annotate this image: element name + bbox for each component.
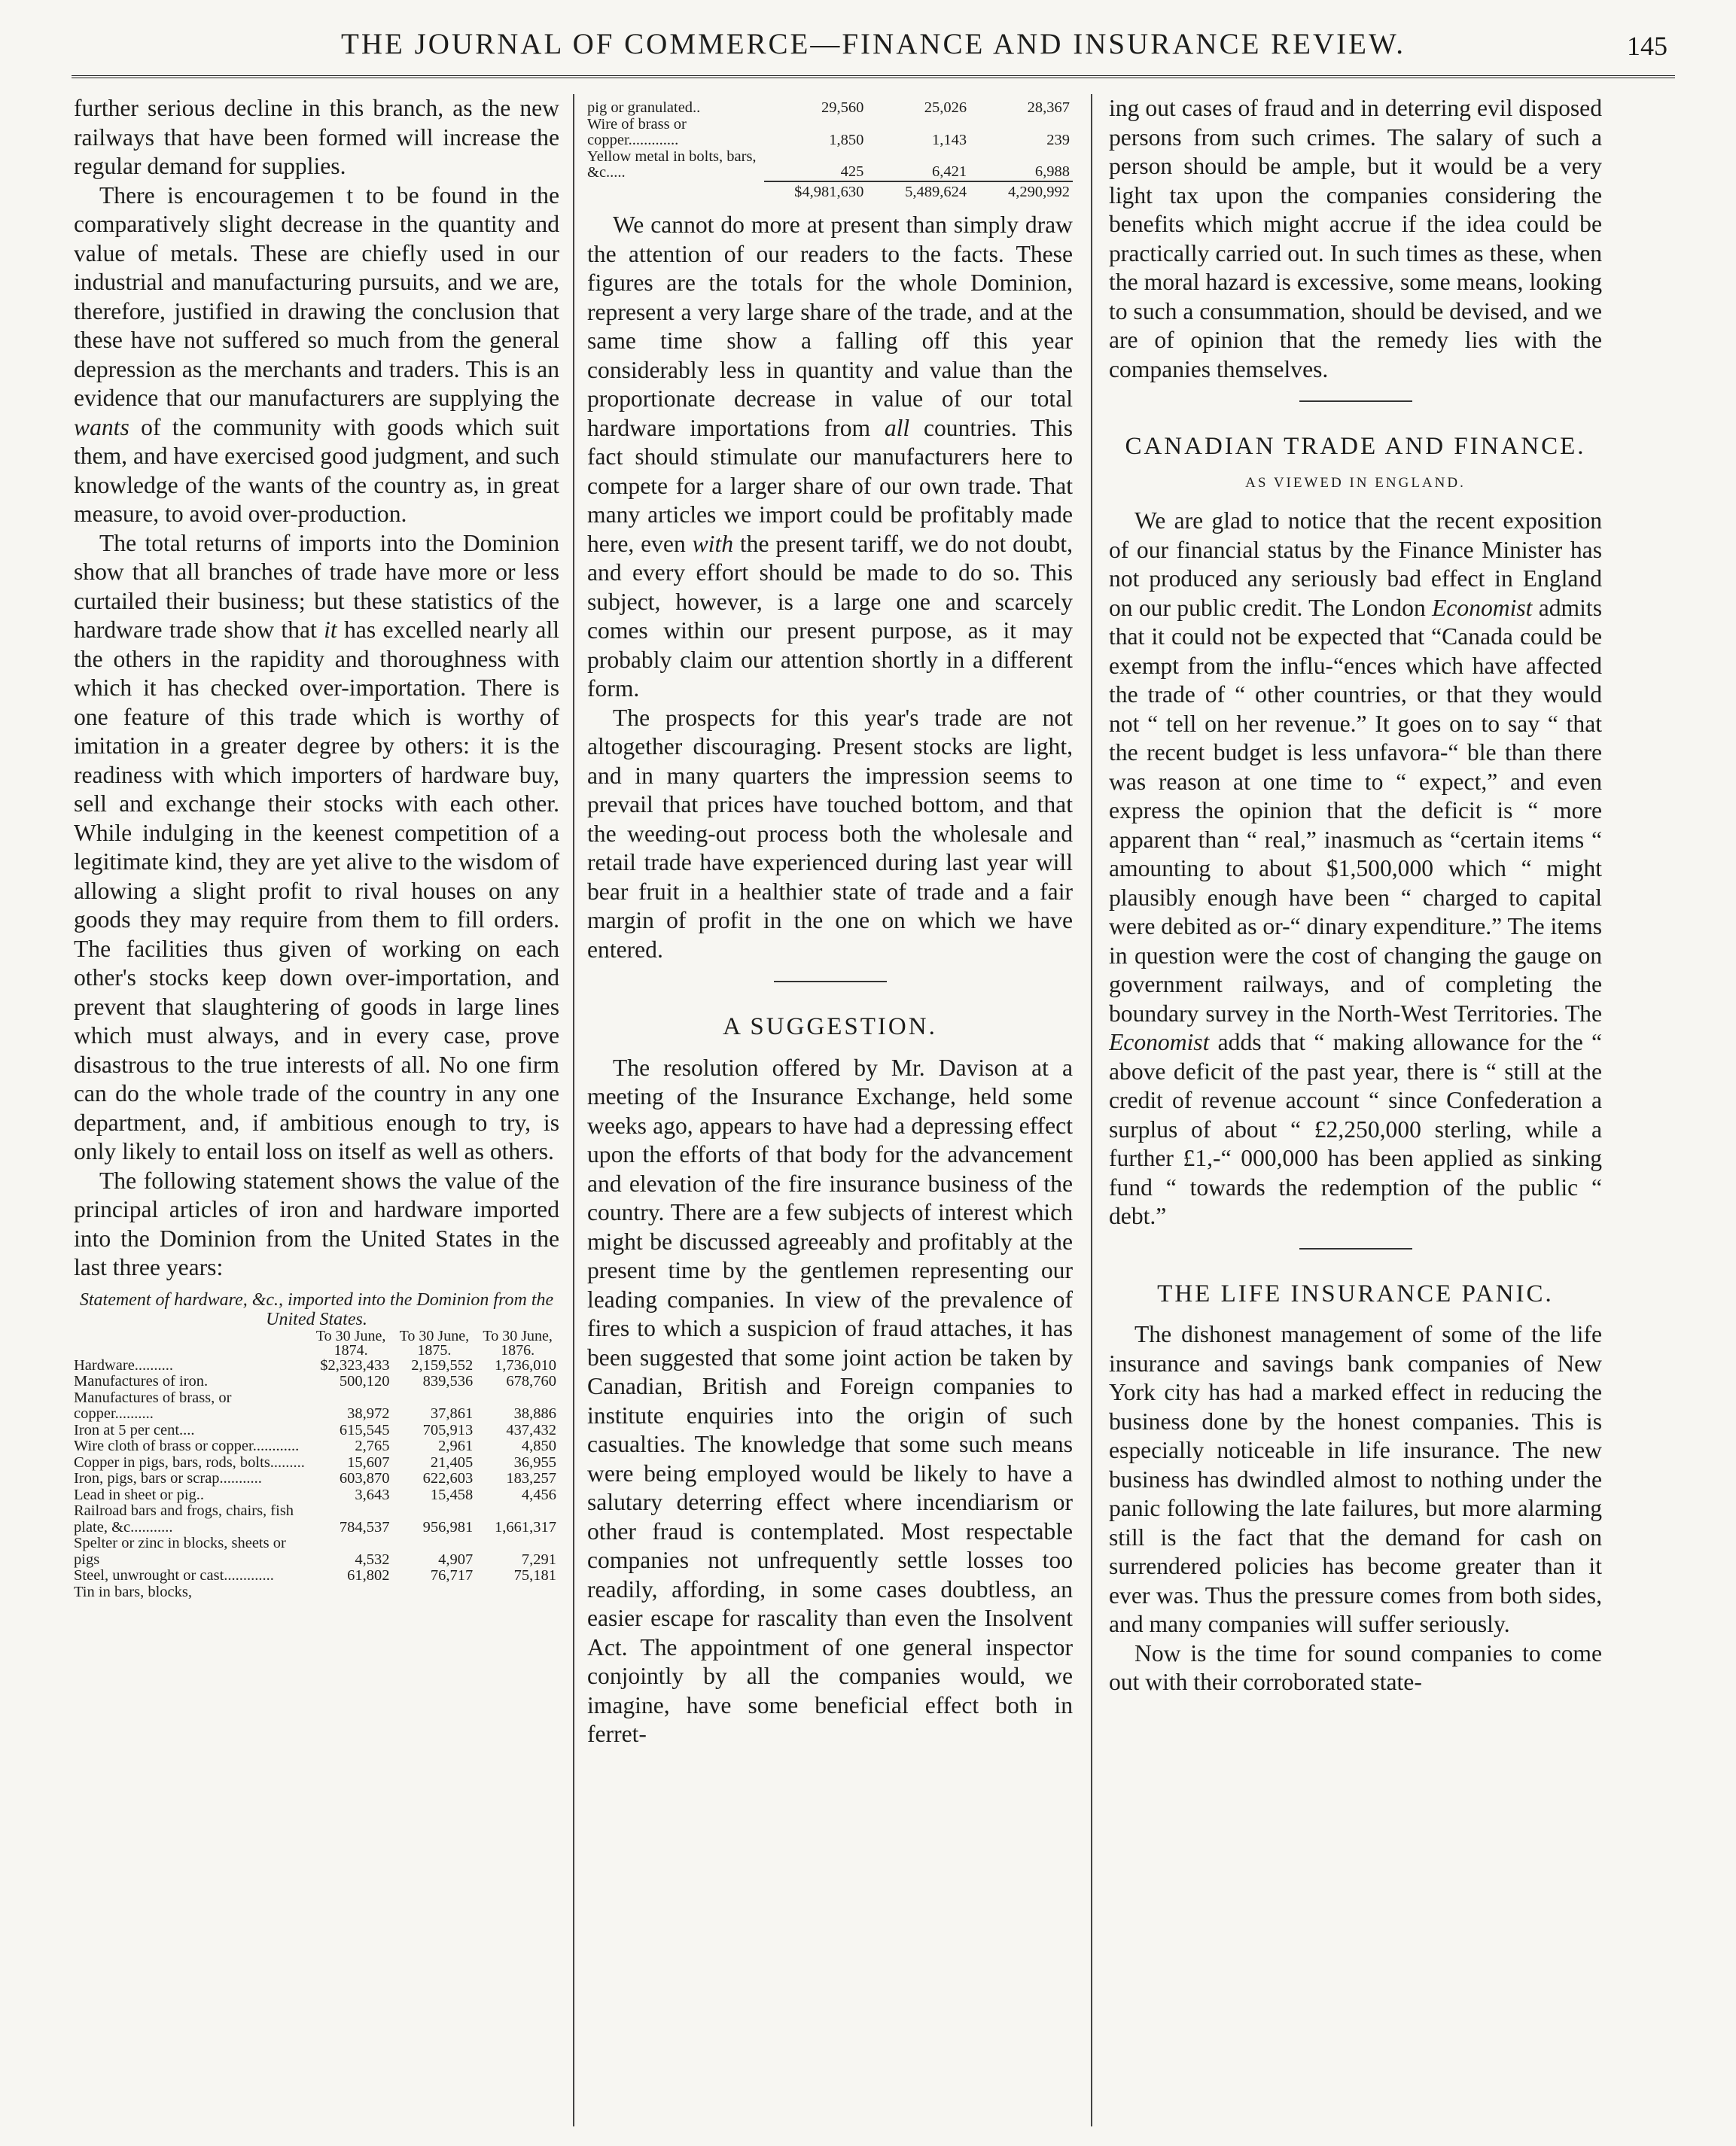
table-row — [74, 1390, 559, 1423]
paragraph: The following statement shows the value of the principal articles of iron and hardware imported into the Dominion from the United States in the last three years: — [74, 1167, 559, 1280]
table-cell-value: 3,643 — [355, 1486, 390, 1503]
table-cell-value: 615,545 — [339, 1421, 390, 1438]
table-cell-value: 28,367 — [1027, 99, 1070, 116]
paragraph: The total returns of imports into the Dominion show that all branches of trade have more or less curtailed their business; but these statistics of the hardware trade show that it has excelled nearly all the others in the rapidity and thoroughness with which it has checked over-importation. There is one feature of this trade which is worthy of imitation in a greater degree by others: it is the readiness with which importers of hardware buy, sell and exchange their stocks with each other. While indulging in the keenest competition of a legitimate kind, they are yet alive to the wisdom of allowing a slight profit to rival houses on any goods they may require from them to fill orders. The facilities thus given of working on each other's stocks keep down over-importation, and prevent that slaughtering of goods in large lines which must always, and in every case, prove disastrous to the true interests of all. No one firm can do the whole trade of the country in any one department, and, if ambitious enough to try, is only likely to entail loss on itself as well as others. — [74, 529, 559, 1164]
table-cell-label: Manufactures of brass, or copper.......... — [74, 1389, 232, 1422]
table-cell-value: 21,405 — [430, 1453, 474, 1471]
table-cell-value: $4,981,630 — [764, 181, 867, 201]
table-cell-value: 4,290,992 — [970, 181, 1073, 201]
table-row — [74, 1568, 559, 1584]
table-cell-value: 37,861 — [430, 1405, 474, 1422]
paragraph: There is encouragemen t to be found in the comparatively slight decrease in the quantity and value of metals. These are chiefly used in our industrial and manufacturing pursuits, and we are, therefore, justified in drawing the conclusion that these have not suffered so much from the general depression as the merchants and traders. This is an evidence that our manufacturers are supplying the wants of the community with goods which suit them, and have exercised good judgment, and such knowledge of the wants of the country as, in great measure, to avoid over-production. — [74, 181, 559, 527]
table-row — [74, 1536, 559, 1568]
table-cell-value — [309, 1584, 393, 1601]
table-cell-value: 622,603 — [422, 1470, 474, 1487]
table-cell-value: 839,536 — [422, 1373, 474, 1390]
paragraph: Now is the time for sound companies to come out with their corroborated state- — [1109, 1639, 1602, 1695]
table-row — [74, 1487, 559, 1504]
table-cell-label: Hardware.......... — [74, 1356, 174, 1374]
table-header: To 30 June, 1875. — [399, 1327, 470, 1359]
table-cell-value: 678,760 — [506, 1373, 556, 1390]
table-cell-value: 956,981 — [422, 1518, 474, 1536]
table-cell-value: 4,907 — [438, 1551, 474, 1568]
table-total-row — [587, 181, 1073, 201]
table-cell-label: pig or granulated.. — [587, 99, 701, 116]
table-cell-value: 239 — [1046, 132, 1070, 148]
table-cell-label: Wire of brass or copper............. — [587, 115, 687, 148]
table-cell-value: 425 — [840, 163, 864, 180]
table-cell-value: 75,181 — [513, 1567, 556, 1584]
column-2 — [587, 94, 1073, 2126]
table-cell-value: 5,489,624 — [866, 181, 970, 201]
table-cell-value: 603,870 — [339, 1470, 390, 1487]
column-rule — [1091, 94, 1092, 2126]
table-cell-value: 4,532 — [355, 1551, 390, 1568]
paragraph: The dishonest management of some of the life insurance and savings bank companies of New York city has had a marked effect in reducing the business done by the honest companies. This is especially noticeable in life insurance. The new business has dwindled almost to nothing under the panic following the late failures, but more alarming still is the fact that the demand for cash on surrendered policies has become greater than it ever was. Thus the pressure comes from both sides, and many companies will suffer seriously. — [1109, 1321, 1602, 1637]
table-row — [74, 1374, 559, 1390]
table-cell-label: Copper in pigs, bars, rods, bolts......... — [74, 1453, 305, 1471]
table-cell-label: Iron, pigs, bars or scrap........... — [74, 1470, 262, 1487]
section-heading: CANADIAN TRADE AND FINANCE. — [1125, 433, 1586, 460]
table-cell-value — [476, 1584, 559, 1601]
page-number: 145 — [1627, 31, 1667, 61]
column-rule — [573, 94, 574, 2126]
table-cell-value: 437,432 — [506, 1421, 556, 1438]
table-cell-value: $2,323,433 — [320, 1356, 390, 1374]
table-cell-value: 29,560 — [821, 99, 864, 116]
table-cell-value: 61,802 — [347, 1567, 390, 1584]
table-row — [74, 1471, 559, 1487]
table-cell-value: 4,850 — [521, 1438, 556, 1454]
table-cell-value: 2,159,552 — [411, 1356, 474, 1374]
table-cell-value: 76,717 — [430, 1567, 474, 1584]
table-cell-value: 2,765 — [355, 1438, 390, 1454]
table-cell-label: Wire cloth of brass or copper............ — [74, 1438, 300, 1454]
table-row — [587, 117, 1073, 149]
table-cell-label: Iron at 5 per cent.... — [74, 1421, 195, 1438]
table-cell-label: Steel, unwrought or cast............. — [74, 1567, 274, 1584]
table-cell-value: 4,456 — [521, 1486, 556, 1503]
table-cell-value: 38,886 — [513, 1405, 556, 1422]
table-cell-label: Yellow metal in bolts, bars, &c..... — [587, 148, 757, 181]
table-cell-value: 15,607 — [347, 1453, 390, 1471]
table-cell-value: 183,257 — [506, 1470, 556, 1487]
table-cell-value: 2,961 — [438, 1438, 474, 1454]
table-row — [74, 1584, 559, 1601]
section-subheading: AS VIEWED IN ENGLAND. — [1245, 474, 1466, 491]
column-3 — [1109, 94, 1602, 2126]
journal-title: THE JOURNAL OF COMMERCE—FINANCE AND INSURANCE REVIEW. — [341, 28, 1406, 60]
table-row — [587, 149, 1073, 181]
table-cell-value: 6,421 — [932, 163, 967, 180]
table-cell-value: 25,026 — [924, 99, 967, 116]
section-heading: A SUGGESTION. — [723, 1013, 937, 1040]
table-cell-value — [392, 1584, 476, 1601]
hardware-import-table — [74, 1329, 559, 1601]
table-header: To 30 June, 1874. — [315, 1327, 386, 1359]
section-divider — [774, 981, 887, 982]
table-caption: Statement of hardware, &c., imported into the Dominion from the United States. — [79, 1289, 554, 1329]
table-row — [74, 1455, 559, 1472]
paragraph: further serious decline in this branch, as the new railways that have been formed will increase the regular demand for supplies. — [74, 95, 559, 179]
table-header — [74, 1329, 309, 1358]
paragraph: The prospects for this year's trade are not altogether discouraging. Present stocks are light, and in many quarters the impression seems to prevail that prices have touched bottom, and that the weeding-out process both the wholesale and retail trade have experienced during last year will bear fruit in a healthier state of trade and a fair margin of profit in the one on which we have entered. — [587, 704, 1073, 963]
page-header — [72, 23, 1675, 78]
table-cell-value: 6,988 — [1034, 163, 1070, 180]
table-row — [74, 1423, 559, 1439]
section-divider — [1299, 1248, 1412, 1250]
table-cell-value: 1,850 — [829, 132, 864, 148]
table-cell-value: 36,955 — [513, 1453, 556, 1471]
section-divider — [1299, 400, 1412, 402]
table-cell-value: 500,120 — [339, 1373, 390, 1390]
table-cell-label: Manufactures of iron. — [74, 1373, 209, 1390]
section-heading: THE LIFE INSURANCE PANIC. — [1157, 1280, 1554, 1307]
table-row — [587, 100, 1073, 117]
paragraph: We cannot do more at present than simply draw the attention of our readers to the facts. These figures are the totals for the whole Dominion, represent a very large share of the trade, and at the same time show a falling off this year considerably less in quantity and value than the proportionate decrease in value of our total hardware importations from all countries. This fact should stimulate our manufacturers here to compete for a larger share of our own trade. That many articles we import could be profitably made here, even with the present tariff, we do not doubt, and every effort should be made to do so. This subject, however, is a large one and scarcely comes within our present purpose, as it may probably claim our attention shortly in a different form. — [587, 212, 1073, 702]
table-row — [74, 1503, 559, 1536]
table-cell-label: Tin in bars, blocks, — [74, 1583, 192, 1600]
paragraph: The resolution offered by Mr. Davison at a meeting of the Insurance Exchange, held some weeks ago, appears to have had a depressing effect upon the efforts of that body for the advancement and elevation of the fire insurance business of the country. There are a few subjects of interest which might be discussed agreeably and profitably at the present time by the gentlemen representing our leading companies. In view of the prevalence of fires to which a suspicion of fraud attaches, it has been suggested that some joint action be taken by Canadian, British and Foreign companies to institute enquiries into the origin of such casualties. The knowledge that some such means were being employed would be likely to have a salutary deterring effect where incendiarism or other fraud is contemplated. Most respectable companies not unfrequently settle losses too readily, affording, in some cases doubtless, an easier escape for rascality than even the Insolvent Act. The appointment of one general inspector conjointly by all the companies would, we imagine, have some beneficial effect both in ferret- — [587, 1054, 1073, 1747]
table-cell-value: 705,913 — [422, 1421, 474, 1438]
table-header: To 30 June, 1876. — [483, 1327, 553, 1359]
table-cell-value: 1,661,317 — [495, 1518, 556, 1536]
table-cell-label: Lead in sheet or pig.. — [74, 1486, 205, 1503]
table-cell-label: Spelter or zinc in blocks, sheets or pigs — [74, 1535, 286, 1568]
paragraph: ing out cases of fraud and in deterring evil disposed persons from such crimes. The salary of such a person should be ample, but it would be a very light tax upon the companies considering the benefits which might accrue if the idea could be practically carried out. In such times as these, when the moral hazard is excessive, some means, looking to such a consummation, should be devised, and we are of opinion that the remedy lies with the companies themselves. — [1109, 95, 1602, 382]
paragraph: We are glad to notice that the recent exposition of our financial status by the Finance Minister has not produced any seriously bad effect in England on our public credit. The London Economist admits that it could not be expected that “Canada could be exempt from the influ-“ences which have affected the trade of “ other countries, or that they would not “ tell on her revenue.” It goes on to say “ that the recent budget is less unfavora-“ ble than there was reason at one time to “ expect,” and even express the opinion that the deficit is “ more apparent than “ real,” inasmuch as “certain items “ amounting to about $1,500,000 which “ might plausibly enough have been “ charged to capital were debited as or-“ dinary expenditure.” The items in question were the cost of changing the gauge on government railways, and of completing the boundary survey in the North-West Territories. The Economist adds that “ making allowance for the “ above deficit of the past year, there is “ still at the credit of revenue account “ since Confederation a surplus of about “ £2,250,000 sterling, while a further £1,-“ 000,000 has been applied as sinking fund “ towards the redemption of the public “ debt.” — [1109, 507, 1602, 1229]
table-cell-value: 1,736,010 — [495, 1356, 556, 1374]
table-cell-value: 38,972 — [347, 1405, 390, 1422]
table-cell-value: 784,537 — [339, 1518, 390, 1536]
column-1 — [74, 94, 559, 2126]
table-header-row — [74, 1329, 559, 1358]
hardware-import-table-continued — [587, 100, 1073, 200]
table-cell-value: 7,291 — [521, 1551, 556, 1568]
table-row — [74, 1438, 559, 1455]
table-cell-label — [587, 181, 764, 201]
table-cell-value: 1,143 — [932, 132, 967, 148]
table-row — [74, 1358, 559, 1374]
table-cell-label: Railroad bars and frogs, chairs, fish plate, &c........... — [74, 1502, 294, 1536]
table-cell-value: 15,458 — [430, 1486, 474, 1503]
